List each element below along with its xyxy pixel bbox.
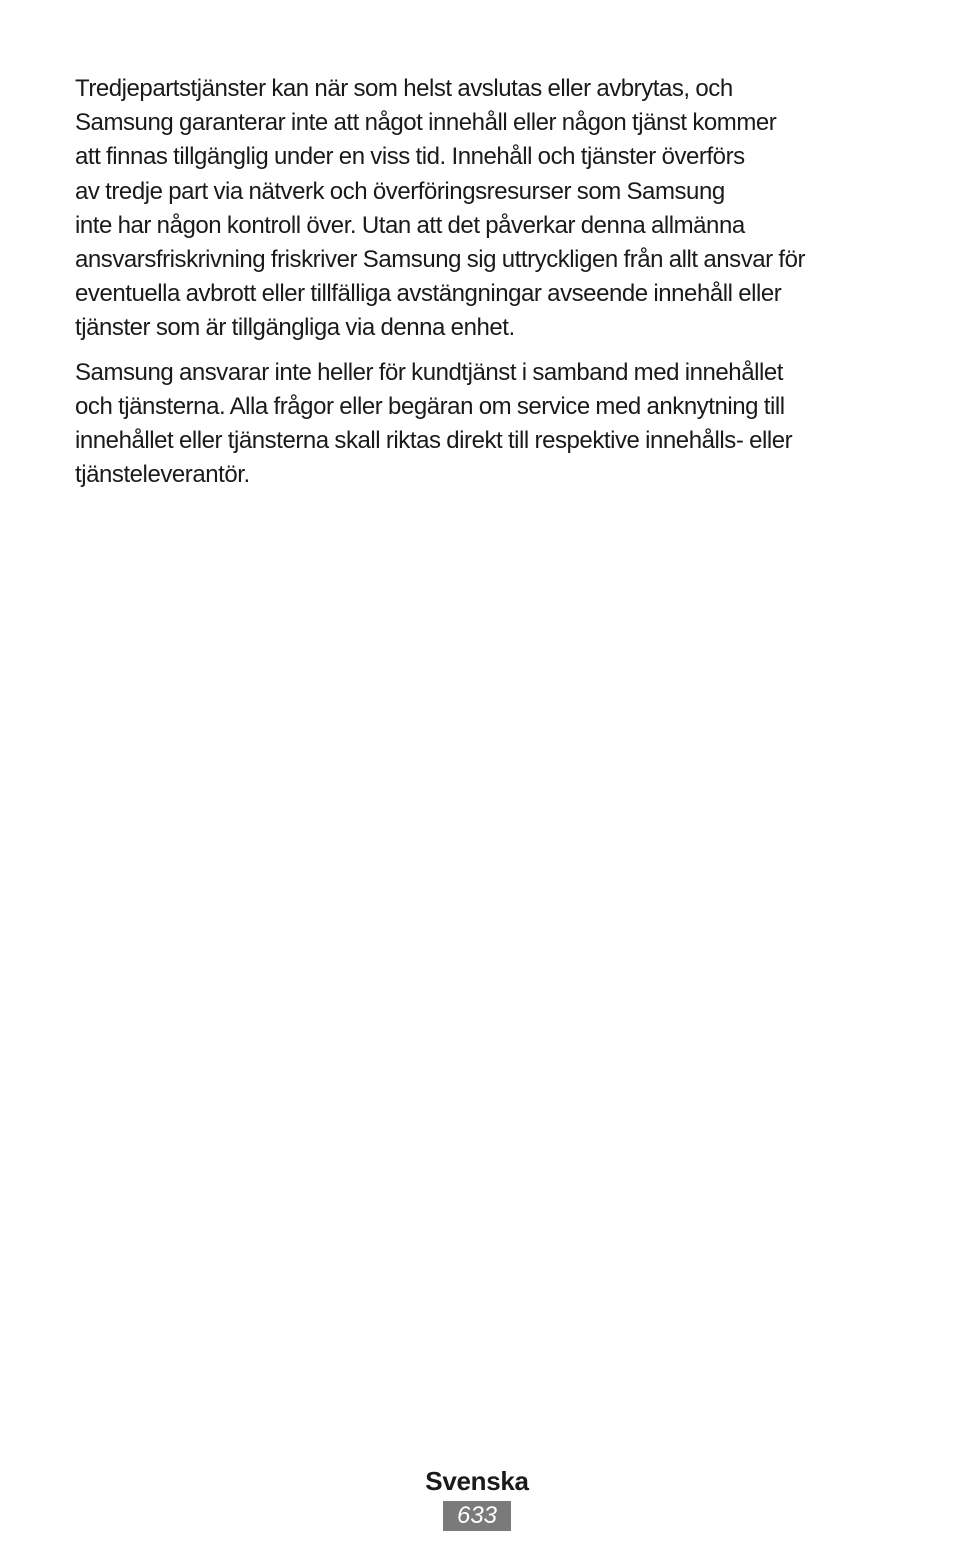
page-content bbox=[75, 72, 875, 502]
paragraph-1-line-8: tjänster som är tillgängliga via denna enhet. bbox=[75, 314, 515, 342]
footer-language-label: Svenska bbox=[425, 1466, 529, 1496]
paragraph-1-line-1: Tredjepartstjänster kan när som helst avslutas eller avbrytas, och bbox=[75, 75, 733, 102]
paragraph-1-line-7: eventuella avbrott eller tillfälliga avstängningar avseende innehåll eller bbox=[75, 280, 782, 308]
paragraph-2-line-2: och tjänsterna. Alla frågor eller begäran om service med anknytning till bbox=[75, 392, 785, 420]
body-paragraph-1 bbox=[75, 72, 875, 346]
body-paragraph-2 bbox=[75, 356, 875, 493]
paragraph-1-line-4: av tredje part via nätverk och överföringsresurser som Samsung bbox=[75, 177, 725, 205]
page-number-badge: 633 bbox=[443, 1501, 511, 1531]
paragraph-2-line-3: innehållet eller tjänsterna skall riktas direkt till respektive innehålls- eller bbox=[75, 427, 793, 455]
paragraph-2-line-4: tjänsteleverantör. bbox=[75, 461, 250, 489]
page-footer bbox=[0, 1465, 954, 1531]
paragraph-1-line-5: inte har någon kontroll över. Utan att det påverkar denna allmänna bbox=[75, 211, 745, 239]
paragraph-1-line-3: att finnas tillgänglig under en viss tid. Innehåll och tjänster överförs bbox=[75, 143, 745, 171]
paragraph-1-line-6: ansvarsfriskrivning friskriver Samsung sig uttryckligen från allt ansvar för bbox=[75, 246, 806, 274]
paragraph-1-line-2: Samsung garanterar inte att något innehåll eller någon tjänst kommer bbox=[75, 109, 777, 137]
paragraph-2-line-1: Samsung ansvarar inte heller för kundtjänst i samband med innehållet bbox=[75, 358, 783, 386]
